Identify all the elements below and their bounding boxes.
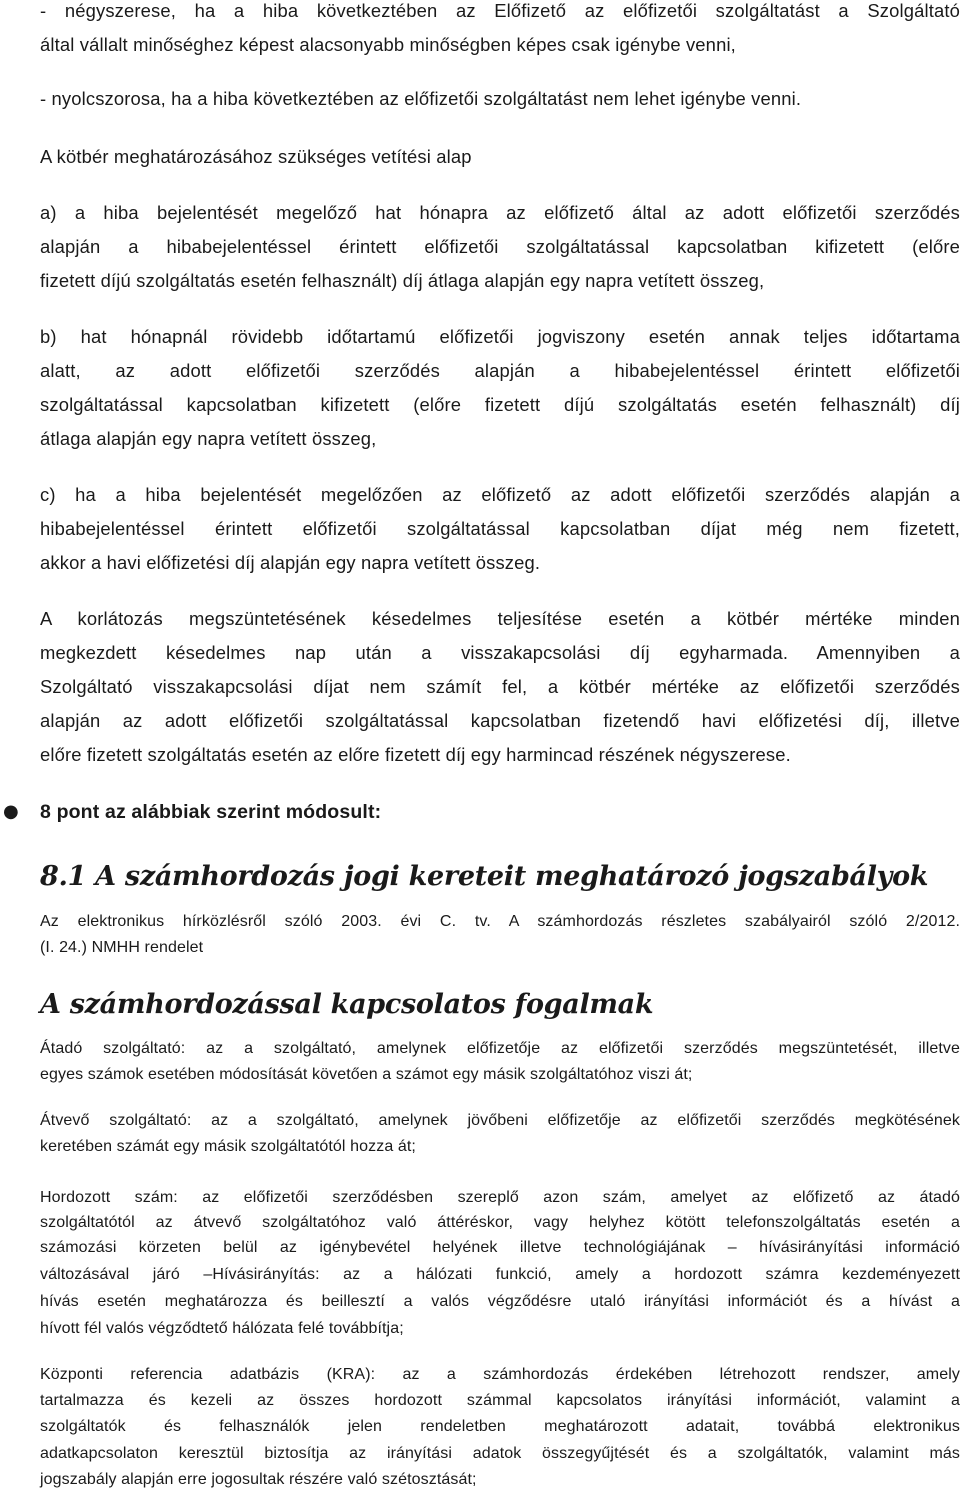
para-b-line: átlaga alapján egy napra vetített összeg, (40, 428, 377, 449)
def-kra-line: adatkapcsolaton keresztül biztosítja az irányítási adatok összegyűjtését és a szolgáltatók, valamint más (40, 1445, 960, 1462)
def-hordozott-line: változásával járó –Hívásirányítás: az a hálózati funkció, amely a hordozott számra kezdeményezett (40, 1266, 960, 1283)
def-kra-line: jogszabály alapján erre jogosultak részére való szétosztását; (40, 1471, 477, 1488)
def-atvevo-line: keretében számát egy másik szolgáltatótól hozza át; (40, 1138, 416, 1155)
def-hordozott-line: hívott fél valós végződtető hálózata felé továbbítja; (40, 1320, 404, 1337)
para-korlatozas-line: Szolgáltató visszakapcsolási díjat nem számít fel, a kötbér mértéke az előfizetői szerződés (40, 676, 960, 697)
def-atvevo-line: Átvevő szolgáltató: az a szolgáltató, amelynek jövőbeni előfizetője az előfizetői szerződés megkötésének (40, 1112, 960, 1129)
def-hordozott-line: Hordozott szám: az előfizetői szerződésben szereplő azon szám, amelyet az előfizető az átadó (40, 1189, 960, 1206)
para-korlatozas-line: alapján az adott előfizetői szolgáltatással kapcsolatban fizetendő havi előfizetési díj, illetve (40, 710, 960, 731)
section-heading-8-1: 8.1 A számhordozás jogi kereteit meghatározó jogszabályok (40, 861, 929, 892)
para-b-line: alatt, az adott előfizetői szerződés alapján a hibabejelentéssel érintett előfizetői (40, 360, 960, 381)
bullet-list-item (3, 801, 960, 824)
def-hordozott-line: hívás esetén meghatározza és beillesztí a valós végződésre utaló irányítási információt és a hívást a (40, 1293, 960, 1310)
para-a-line: a) a hiba bejelentését megelőző hat hónapra az előfizető által az adott előfizetői szerződés (40, 202, 960, 223)
def-atado-line: Átadó szolgáltató: az a szolgáltató, amelynek előfizetője az előfizetői szerződés megszüntetését, illetve (40, 1040, 960, 1057)
def-kra-line: tartalmazza és kezeli az összes hordozott számmal kapcsolatos irányítási információt, valamint a (40, 1392, 960, 1409)
top-line-2: által vállalt minőséghez képest alacsonyabb minőségben képes csak igénybe venni, (40, 34, 736, 55)
para-korlatozas-line: előre fizetett szolgáltatás esetén az előre fizetett díj egy harmincad részének négyszerese. (40, 744, 791, 765)
top-line-1: - négyszerese, ha a hiba következtében az Előfizető az előfizetői szolgáltatást a Szolgáltató (40, 0, 960, 21)
bullet-dot-icon: ● (3, 801, 19, 822)
def-hordozott-line: számozási körzeten belül az igénybevétel helyének illetve technológiájának – hívásirányítási információ (40, 1239, 960, 1256)
def-hordozott-line: szolgáltatótól az átvevő szolgáltatóhoz való áttéréskor, vagy helyhez kötött telefonszolgáltatás esetén a (40, 1214, 960, 1231)
section-heading-fogalmak: A számhordozással kapcsolatos fogalmak (40, 989, 654, 1020)
para-korlatozas-line: A korlátozás megszüntetésének késedelmes teljesítése esetén a kötbér mértéke minden (40, 608, 960, 629)
para-a-line: alapján a hibabejelentéssel érintett előfizetői szolgáltatással kapcsolatban kifizetett (előre (40, 236, 960, 257)
bullet-item-text: 8 pont az alábbiak szerint módosult: (40, 801, 382, 823)
top-line-3: - nyolcszorosa, ha a hiba következtében az előfizetői szolgáltatást nem lehet igénybe venni. (40, 88, 802, 109)
para-c-line: akkor a havi előfizetési díj alapján egy napra vetített összeg. (40, 552, 541, 573)
para-b-line: b) hat hónapnál rövidebb időtartamú előfizetői jogviszony esetén annak teljes időtartama (40, 326, 960, 347)
def-atado-line: egyes számok esetében módosítását követően a számot egy másik szolgáltatóhoz viszi át; (40, 1066, 693, 1083)
para-b-line: szolgáltatással kapcsolatban kifizetett (előre fizetett díjú szolgáltatás esetén felhasznált) díj (40, 394, 960, 415)
law-line: Az elektronikus hírközlésről szóló 2003. évi C. tv. A számhordozás részletes szabályairól szóló 2/2012. (40, 913, 960, 930)
para-c-line: c) ha a hiba bejelentését megelőzően az előfizető az adott előfizetői szerződés alapján a (40, 484, 960, 505)
alap-heading: A kötbér meghatározásához szükséges vetítési alap (40, 146, 472, 167)
def-kra-line: Központi referencia adatbázis (KRA): az a számhordozás érdekében létrehozott rendszer, amely (40, 1366, 960, 1383)
para-c-line: hibabejelentéssel érintett előfizetői szolgáltatással kapcsolatban díjat még nem fizetett, (40, 518, 960, 539)
para-korlatozas-line: megkezdett késedelmes nap után a visszakapcsolási díj egyharmada. Amennyiben a (40, 642, 960, 663)
def-kra-line: szolgáltatók és felhasználók jelen rendeletben meghatározott adatait, továbbá elektronikus (40, 1418, 960, 1435)
para-a-line: fizetett díjú szolgáltatás esetén felhasznált) díj átlaga alapján egy napra vetített összeg, (40, 270, 765, 291)
law-line: (I. 24.) NMHH rendelet (40, 939, 204, 956)
